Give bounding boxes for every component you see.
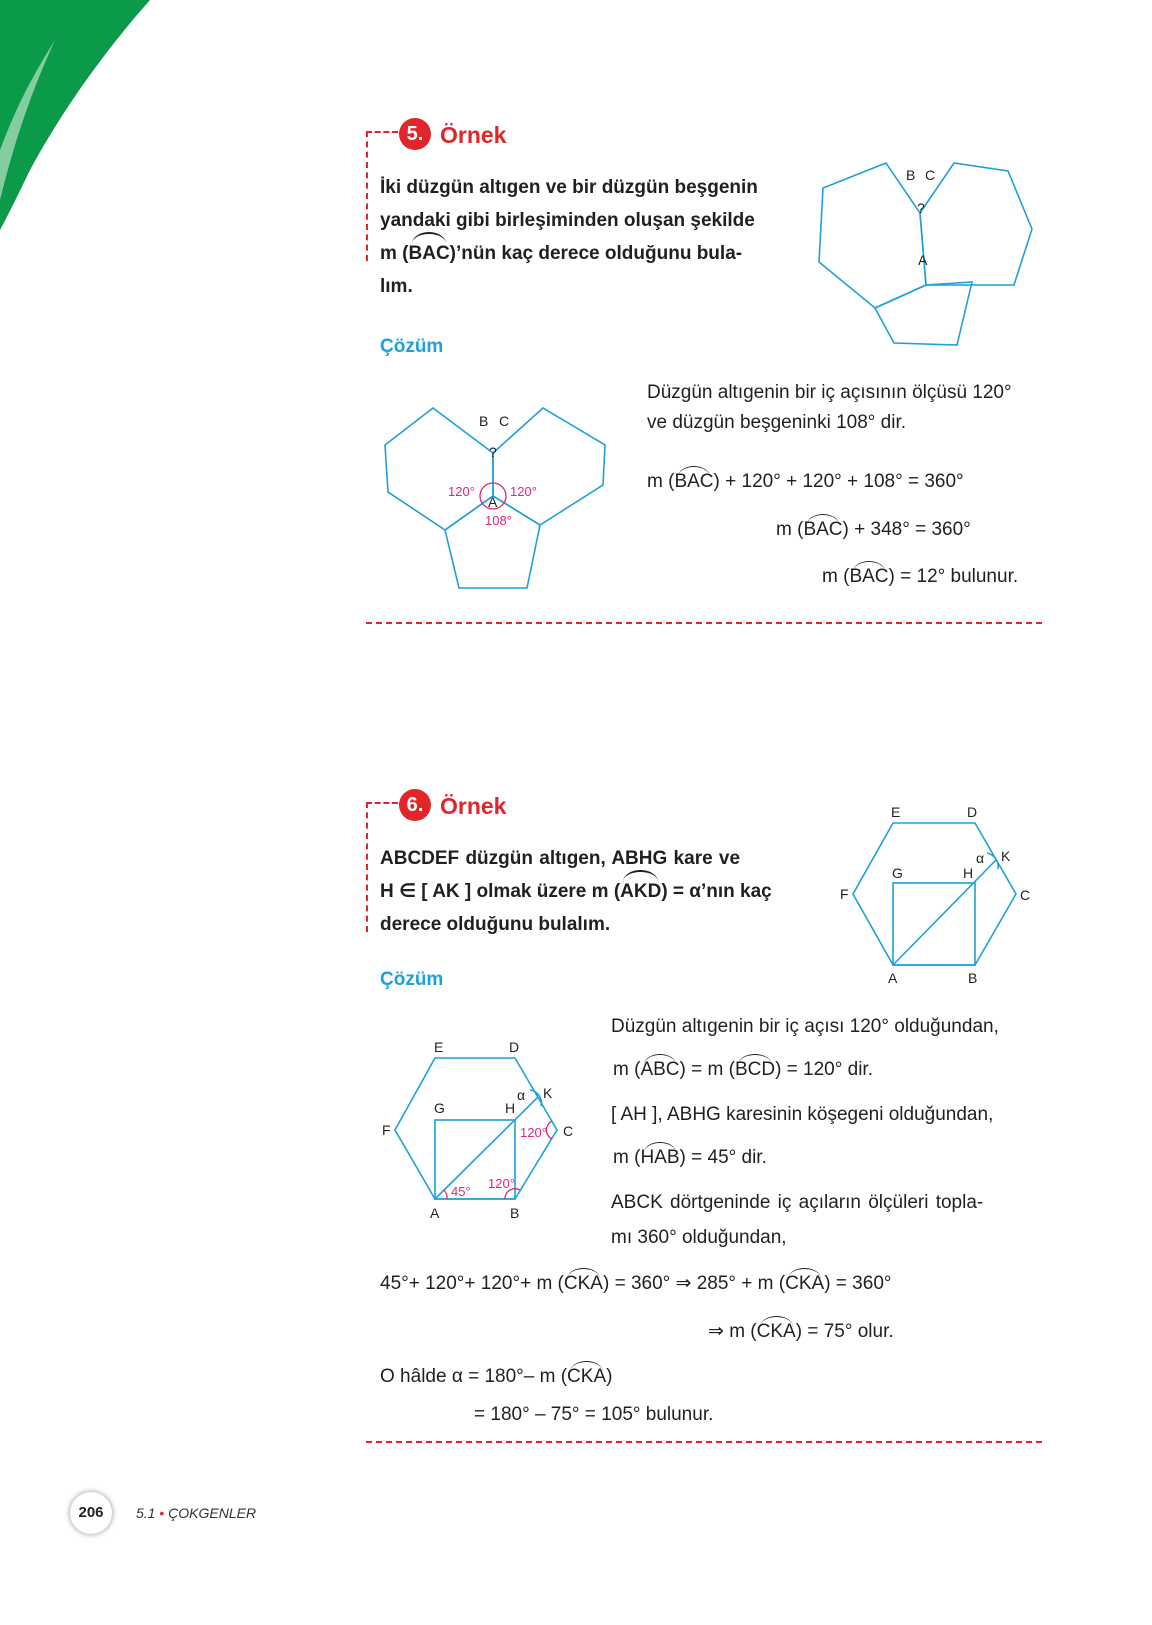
vertex-label: K	[1001, 848, 1011, 864]
example-title: Örnek	[440, 122, 507, 148]
angle-label: ABC	[640, 1059, 680, 1080]
solution-label: Çözüm	[380, 969, 444, 990]
question-line: H ∈ [ AK ] olmak üzere m (AKD) = α’nın kaç	[380, 875, 772, 908]
equation-line: m (BAC) + 348° = 360°	[776, 519, 971, 540]
example-frame-left	[366, 802, 368, 932]
vertex-label: G	[434, 1100, 445, 1116]
angle-label: BAC	[409, 237, 450, 270]
vertex-label: E	[891, 804, 901, 820]
solution-figure	[375, 400, 620, 595]
example-title: Örnek	[440, 793, 507, 819]
alpha-label: α	[976, 850, 985, 866]
angle-value: 120°	[510, 484, 537, 499]
angle-label: BAC	[674, 471, 714, 492]
vertex-label: A	[430, 1205, 440, 1221]
angle-label: CKA	[563, 1273, 603, 1294]
question-line: yandaki gibi birleşiminden oluşan şekilde	[380, 210, 755, 231]
chapter-footer: 5.1 • ÇOKGENLER	[136, 1505, 257, 1521]
angle-value: 108°	[485, 513, 512, 528]
equation-line: ⇒ m (CKA) = 75° olur.	[708, 1321, 894, 1342]
vertex-label: H	[963, 865, 974, 881]
vertex-label: A	[888, 970, 898, 986]
vertex-label: B	[510, 1205, 520, 1221]
solution-label: Çözüm	[380, 336, 444, 357]
vertex-label: F	[382, 1122, 391, 1138]
angle-value: 45°	[451, 1184, 471, 1199]
example-number-badge: 5.	[399, 118, 431, 150]
alpha-label: α	[517, 1087, 526, 1103]
equation-line: m (HAB) = 45° dir.	[613, 1147, 767, 1168]
angle-value: 120°	[520, 1125, 547, 1140]
solution-text: [ AH ], ABHG karesinin köşegeni olduğundan,	[611, 1104, 994, 1125]
equation-line: m (ABC) = m (BCD) = 120° dir.	[613, 1059, 873, 1080]
angle-value: 120°	[488, 1176, 515, 1191]
example-question	[380, 842, 772, 941]
angle-label: BAC	[803, 519, 843, 540]
vertex-label: B	[906, 167, 916, 183]
equation-line: m (BAC) = 12° bulunur.	[822, 566, 1019, 587]
page-number: 206	[70, 1492, 112, 1534]
question-mark: ?	[489, 444, 497, 460]
vertex-label: F	[840, 886, 849, 902]
question-line: derece olduğunu bulalım.	[380, 914, 611, 935]
angle-label: BCD	[734, 1059, 776, 1080]
angle-label: AKD	[620, 875, 661, 908]
solution-text: mı 360° olduğundan,	[611, 1227, 787, 1248]
solution-text: ve düzgün beşgeninki 108° dir.	[647, 412, 907, 433]
vertex-label: K	[543, 1085, 553, 1101]
angle-label: HAB	[640, 1147, 680, 1168]
solution-text: Düzgün altıgenin bir iç açısı 120° olduğundan,	[611, 1016, 999, 1037]
vertex-label: C	[925, 167, 936, 183]
solution-figure	[375, 1030, 590, 1225]
example-separator	[366, 622, 1042, 624]
question-line: m (BAC)’nün kaç derece olduğunu bula-	[380, 237, 800, 270]
corner-decoration	[0, 0, 160, 240]
equation-line: = 180° – 75° = 105° bulunur.	[474, 1404, 714, 1425]
equation-line: 45°+ 120°+ 120°+ m (CKA) = 360° ⇒ 285° + m (CKA) = 360°	[380, 1273, 892, 1294]
vertex-label: D	[509, 1039, 520, 1055]
example-frame-top	[366, 802, 398, 804]
vertex-label: A	[488, 494, 498, 510]
vertex-label: H	[505, 1100, 516, 1116]
example-question	[380, 171, 800, 303]
example-frame-top	[366, 131, 398, 133]
example-separator	[366, 1441, 1042, 1443]
equation-line: m (BAC) + 120° + 120° + 108° = 360°	[647, 471, 964, 492]
question-mark: ?	[917, 200, 925, 216]
vertex-label: D	[967, 804, 978, 820]
angle-label: BAC	[849, 566, 889, 587]
question-line: lım.	[380, 276, 413, 297]
vertex-label: E	[434, 1039, 444, 1055]
question-line: ABCDEF düzgün altıgen, ABHG kare ve	[380, 848, 741, 869]
solution-text: ABCK dörtgeninde iç açıların ölçüleri topla-	[611, 1192, 984, 1213]
angle-label: CKA	[567, 1366, 607, 1387]
vertex-label: C	[499, 413, 510, 429]
vertex-label: G	[892, 865, 903, 881]
angle-label: CKA	[785, 1273, 825, 1294]
vertex-label: A	[918, 252, 928, 268]
question-line: İki düzgün altıgen ve bir düzgün beşgenin	[380, 177, 758, 198]
hexagon-figure	[835, 795, 1045, 990]
angle-label: CKA	[756, 1321, 796, 1342]
vertex-label: C	[563, 1123, 574, 1139]
polygon-figure	[800, 155, 1045, 355]
vertex-label: B	[479, 413, 489, 429]
angle-value: 120°	[448, 484, 475, 499]
vertex-label: B	[968, 970, 978, 986]
example-number-badge: 6.	[399, 789, 431, 821]
solution-text: Düzgün altıgenin bir iç açısının ölçüsü 120°	[647, 382, 1012, 403]
equation-line: O hâlde α = 180°– m (CKA)	[380, 1366, 613, 1387]
example-frame-left	[366, 131, 368, 261]
vertex-label: C	[1020, 887, 1031, 903]
